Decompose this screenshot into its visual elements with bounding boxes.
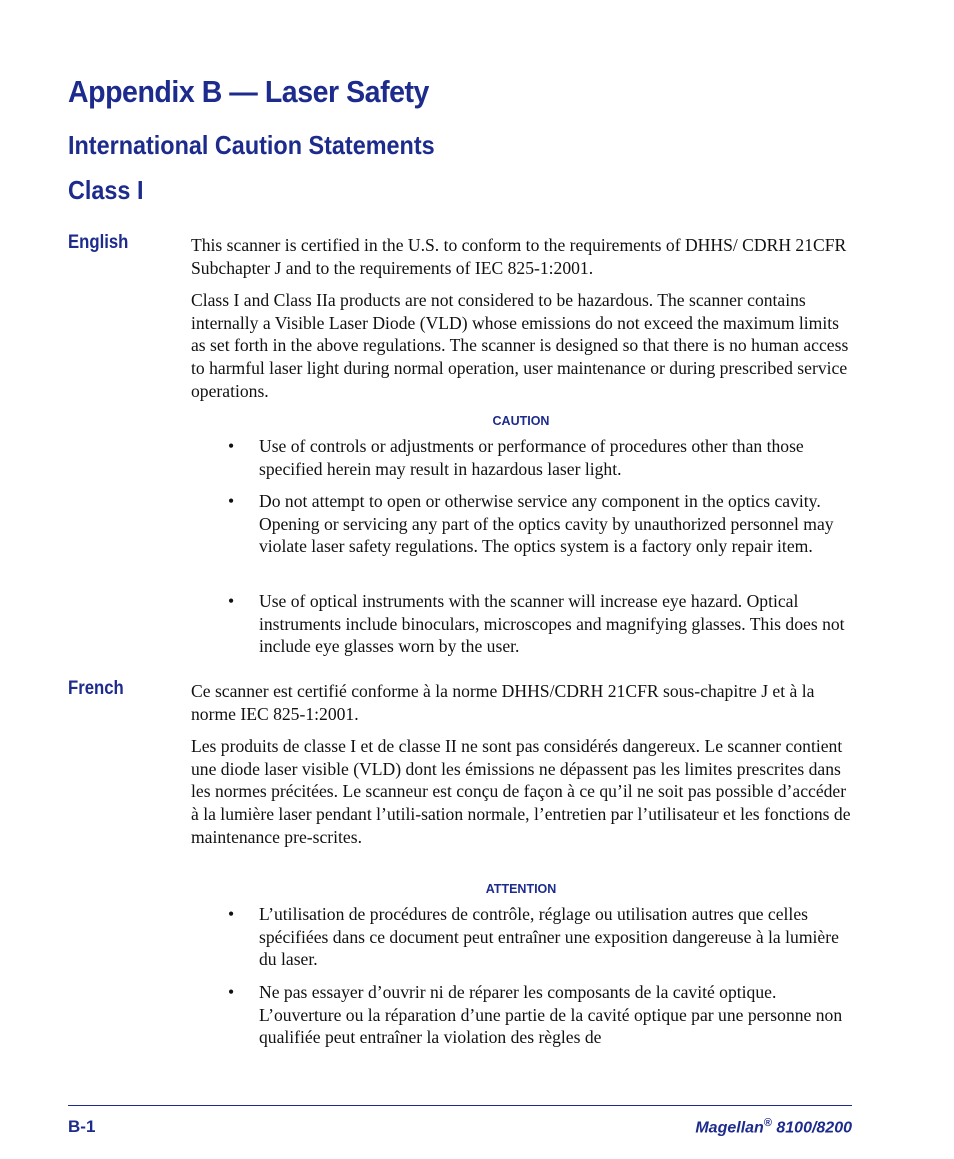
- caution-label: CAUTION: [492, 414, 550, 428]
- english-bullet-3: Use of optical instruments with the scanner will increase eye hazard. Optical instruments include binoculars, microscopes and magnifying glasses. This does not include eye glasses worn by the user.: [259, 591, 845, 657]
- page-number: B-1: [68, 1117, 96, 1136]
- bullet-icon: •: [228, 591, 235, 611]
- section-subtitle: International Caution Statements: [68, 130, 435, 160]
- footer-divider: [68, 1105, 852, 1106]
- french-bullet-1: L’utilisation de procédures de contrôle, réglage ou utilisation autres que celles spécifiées dans ce document peut entraîner une exposition dangereuse à la lumière du laser.: [259, 904, 839, 970]
- attention-label: ATTENTION: [485, 882, 557, 896]
- french-paragraph-1: Ce scanner est certifié conforme à la norme DHHS/CDRH 21CFR sous-chapitre J et à la norme IEC 825-1:2001.: [191, 681, 815, 724]
- english-paragraph-1: This scanner is certified in the U.S. to conform to the requirements of DHHS/ CDRH 21CFR Subchapter J and to the requirements of IEC 825-1:2001.: [191, 235, 847, 278]
- english-bullet-1: Use of controls or adjustments or performance of procedures other than those specified herein may result in hazardous laser light.: [259, 436, 804, 479]
- footer-product: [695, 1117, 852, 1137]
- product-name: Magellan: [695, 1119, 764, 1137]
- bullet-icon: •: [228, 491, 235, 511]
- registered-mark: ®: [763, 1117, 772, 1129]
- bullet-icon: •: [228, 904, 235, 924]
- class-heading: Class I: [68, 175, 144, 205]
- french-paragraph-2: Les produits de classe I et de classe II ne sont pas considérés dangereux. Le scanner contient une diode laser visible (VLD) dont les émissions ne dépassent pas les limites prescrites dans les normes précitées. Le scanneur est conçu de façon à ce qu’il ne soit pas possible d’accéder à la lumière laser pendant l’utili-sation normale, l’entretien par l’utilisateur et les fonctions de maintenance pre-scrites.: [191, 736, 851, 847]
- french-bullet-2: Ne pas essayer d’ouvrir ni de réparer les composants de la cavité optique. L’ouverture ou la réparation d’une partie de la cavité optique par une personne non qualifiée peut entraîner la violation des règles de: [259, 982, 843, 1048]
- english-paragraph-2: Class I and Class IIa products are not considered to be hazardous. The scanner contains internally a Visible Laser Diode (VLD) whose emissions do not exceed the maximum limits as set forth in the above regulations. The scanner is designed so that there is no human access to harmful laser light during normal operation, user maintenance or during prescribed service operations.: [191, 290, 849, 401]
- bullet-icon: •: [228, 982, 235, 1002]
- product-model: 8100/8200: [771, 1119, 852, 1137]
- english-label: English: [68, 232, 129, 253]
- french-label: French: [68, 678, 124, 699]
- english-bullet-2: Do not attempt to open or otherwise service any component in the optics cavity. Opening or servicing any part of the optics cavity by unauthorized personnel may violate laser safety regulations. The optics system is a factory only repair item.: [259, 491, 834, 557]
- bullet-icon: •: [228, 436, 235, 456]
- page-title: Appendix B — Laser Safety: [68, 74, 429, 109]
